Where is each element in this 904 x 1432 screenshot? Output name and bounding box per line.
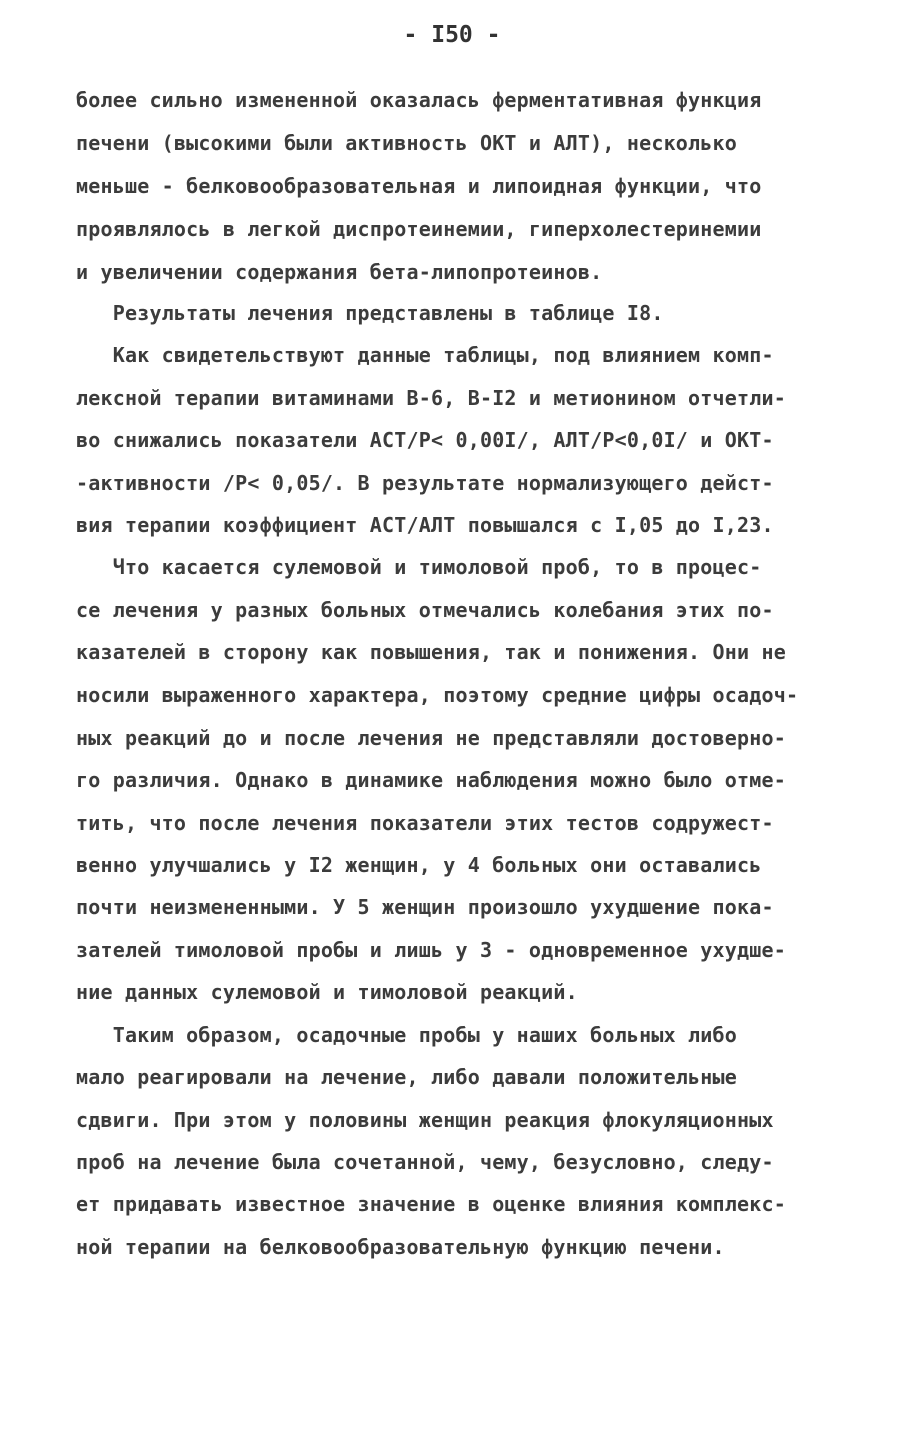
text-line: вия терапии коэффициент АСТ/АЛТ повышался с I,05 до I,23.: [76, 513, 774, 537]
text-line: Что касается сулемовой и тимоловой проб, то в процес-: [76, 555, 762, 579]
text-line: и увеличении содержания бета-липопротеинов.: [76, 260, 603, 284]
text-line: го различия. Однако в динамике наблюдения можно было отме-: [76, 768, 786, 792]
text-line: во снижались показатели АСТ/Р< 0,00I/, АЛТ/Р<0,0I/ и ОКТ-: [76, 428, 774, 452]
text-line: ет придавать известное значение в оценке влияния комплекс-: [76, 1192, 786, 1216]
text-line: ной терапии на белковообразовательную функцию печени.: [76, 1235, 725, 1259]
text-line: носили выраженного характера, поэтому средние цифры осадоч-: [76, 683, 799, 707]
text-line: печени (высокими были активность ОКТ и АЛТ), несколько: [76, 131, 738, 155]
text-line: мало реагировали на лечение, либо давали положительные: [76, 1065, 738, 1089]
text-line: проб на лечение была сочетанной, чему, безусловно, следу-: [76, 1150, 774, 1174]
text-line: проявлялось в легкой диспротеинемии, гиперхолестеринемии: [76, 217, 762, 241]
text-line: Результаты лечения представлены в таблице I8.: [76, 301, 664, 325]
text-line: более сильно измененной оказалась ферментативная функция: [76, 88, 762, 112]
text-line: ных реакций до и после лечения не представляли достоверно-: [76, 726, 786, 750]
text-line: сдвиги. При этом у половины женщин реакция флокуляционных: [76, 1108, 774, 1132]
text-line: тить, что после лечения показатели этих тестов содружест-: [76, 811, 774, 835]
text-line: почти неизмененными. У 5 женщин произошло ухудшение пока-: [76, 895, 774, 919]
text-line: Как свидетельствуют данные таблицы, под влиянием комп-: [76, 343, 774, 367]
text-line: меньше - белковообразовательная и липоидная функции, что: [76, 174, 762, 198]
text-line: Таким образом, осадочные пробы у наших больных либо: [76, 1023, 738, 1047]
text-line: зателей тимоловой пробы и лишь у 3 - одновременное ухудше-: [76, 938, 786, 962]
text-line: венно улучшались у I2 женщин, у 4 больных они оставались: [76, 853, 762, 877]
text-line: -активности /Р< 0,05/. В результате нормализующего дейст-: [76, 471, 774, 495]
text-line: казателей в сторону как повышения, так и понижения. Они не: [76, 640, 786, 664]
text-line: ние данных сулемовой и тимоловой реакций.: [76, 980, 578, 1004]
page-number: - I50 -: [403, 22, 501, 48]
text-line: лексной терапии витаминами В-6, В-I2 и метионином отчетли-: [76, 386, 786, 410]
text-line: се лечения у разных больных отмечались колебания этих по-: [76, 598, 774, 622]
